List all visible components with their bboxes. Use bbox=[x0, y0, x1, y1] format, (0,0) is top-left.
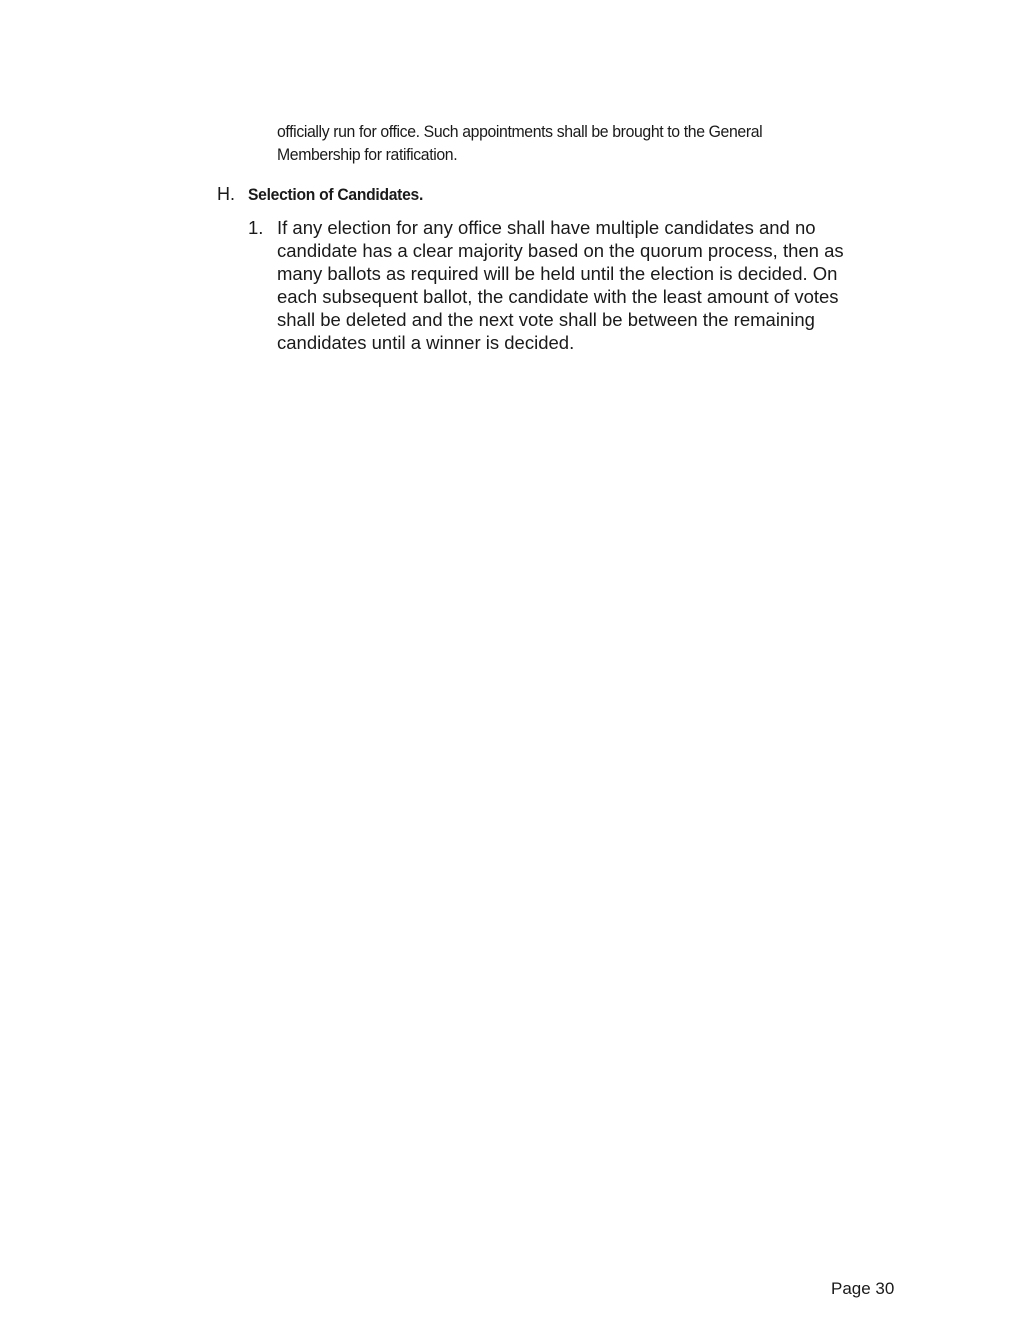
list-item-line: If any election for any office shall have multiple candidates and no bbox=[277, 217, 816, 238]
list-item-line: many ballots as required will be held until the election is decided. On bbox=[277, 263, 838, 284]
page-number: Page 30 bbox=[831, 1279, 895, 1298]
section-heading bbox=[217, 183, 438, 206]
section-letter: H. bbox=[217, 184, 235, 204]
continuation-line: officially run for office. Such appointments shall be brought to the General bbox=[277, 122, 763, 141]
continuation-line: Membership for ratification. bbox=[277, 145, 458, 164]
section-title: Selection of Candidates. bbox=[248, 185, 424, 204]
list-item-line: each subsequent ballot, the candidate with the least amount of votes bbox=[277, 286, 839, 307]
list-item-line: candidate has a clear majority based on the quorum process, then as bbox=[277, 240, 844, 261]
list-item-text bbox=[277, 216, 897, 354]
list-item-line: shall be deleted and the next vote shall be between the remaining bbox=[277, 309, 815, 330]
list-item-number: 1. bbox=[248, 217, 264, 238]
list-item-line: candidates until a winner is decided. bbox=[277, 332, 575, 353]
continuation-paragraph bbox=[277, 120, 854, 166]
